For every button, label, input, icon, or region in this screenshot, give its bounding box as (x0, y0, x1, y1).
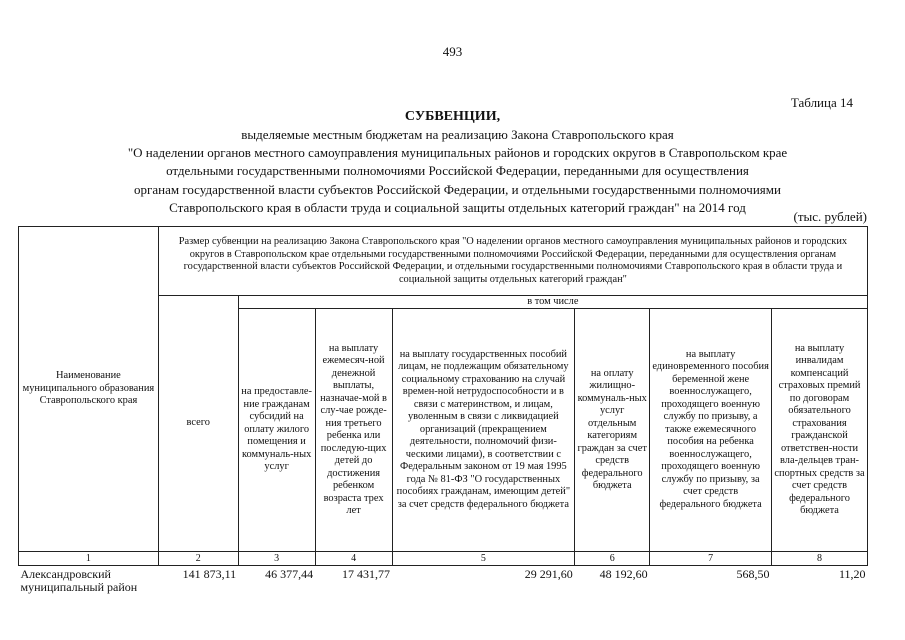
state-benefits-header: на выплату государственных пособий лицам, не подлежащим обязательному социальному страхованию на случай времен-ной нетрудоспособности и в связи с материнством, и лицам, уволенным в связи с ликвидацией организаций (прекращением деятельности, полномочий физи-ческими лицами), в соответствии с Федеральным законом от 19 мая 1995 года № 81-ФЗ "О государственных пособиях гражданам, имеющим детей" за счет средств федерального бюджета (392, 309, 575, 552)
insurance-compensation-value: 11,20 (838, 567, 866, 581)
column-number: 4 (315, 552, 392, 566)
insurance-compensation-header: на выплату инвалидам компенсаций страховых премий по договорам обязательного страхования гражданской ответствен-ности вла-дельцев тран-спортных средств за счет средств федерального бюджета (772, 309, 868, 552)
column-number: 3 (238, 552, 315, 566)
third-child-payment-value: 17 431,77 (342, 567, 391, 581)
column-number: 8 (772, 552, 868, 566)
subtitle-line: выделяемые местным бюджетам на реализацию Закона Ставропольского края (241, 127, 674, 142)
utilities-payment-value: 48 192,60 (599, 567, 648, 581)
subsidy-size-header: Размер субвенции на реализацию Закона Ставропольского края "О наделении органов местного самоуправления муниципальных районов и городских округов в Ставропольском крае отдельными государственными полномочиями Российской Федерации, переданными для осуществления органам государственной власти субъектов Российской Федерации, и отдельными государственными полномочиями Ставропольского края в области труда и социальной защиты отдельных категорий граждан" (158, 227, 867, 296)
column-number: 2 (158, 552, 238, 566)
units-label: (тыс. рублей) (793, 209, 867, 224)
utilities-payment-header: на оплату жилищно-коммуналь-ных услуг отдельным категориям граждан за счет средств федерального бюджета (575, 309, 650, 552)
total-value: 141 873,11 (182, 567, 237, 581)
municipality-header: Наименование муниципального образования Ставропольского края (19, 227, 159, 552)
municipality-name: Александровский муниципальный район (20, 567, 138, 594)
subsidy-table (18, 226, 868, 596)
including-header: в том числе (238, 296, 867, 309)
column-number: 7 (650, 552, 772, 566)
state-benefits-value: 29 291,60 (524, 567, 573, 581)
column-number: 5 (392, 552, 575, 566)
column-number: 1 (19, 552, 159, 566)
military-wife-benefit-value: 568,50 (736, 567, 770, 581)
military-wife-benefit-header: на выплату единовременного пособия беременной жене военнослужащего, проходящего военную службу по призыву, а также ежемесячного пособия на ребенка военнослужащего, проходящего военную службу по призыву, за счет средств федерального бюджета (650, 309, 772, 552)
subtitle-line: отдельными государственными полномочиями Российской Федерации, переданными для осуществления (166, 163, 749, 179)
subtitle-line: "О наделении органов местного самоуправления муниципальных районов и городских округов в Ставропольском крае (127, 145, 788, 161)
document-subtitle (80, 126, 835, 217)
table-label: Таблица 14 (790, 95, 853, 110)
total-header: всего (158, 296, 238, 552)
housing-subsidy-value: 46 377,44 (265, 567, 314, 581)
page-number: 493 (442, 44, 463, 59)
third-child-payment-header: на выплату ежемесяч-ной денежной выплаты, назначае-мой в слу-чае рожде-ния третьего ребенка или последую-щих детей до достижения ребенком возраста трех лет (315, 309, 392, 552)
table-row (19, 566, 868, 597)
subtitle-line: органам государственной власти субъектов Российской Федерации, и отдельными государственными полномочиями (134, 181, 781, 197)
document-title: СУБВЕНЦИИ, (404, 109, 501, 124)
column-number: 6 (575, 552, 650, 566)
housing-subsidy-header: на предоставле-ние гражданам субсидий на оплату жилого помещения и коммуналь-ных услуг (238, 309, 315, 552)
subtitle-line: Ставропольского края в области труда и социальной защиты отдельных категорий граждан" на 2014 год (169, 199, 746, 215)
